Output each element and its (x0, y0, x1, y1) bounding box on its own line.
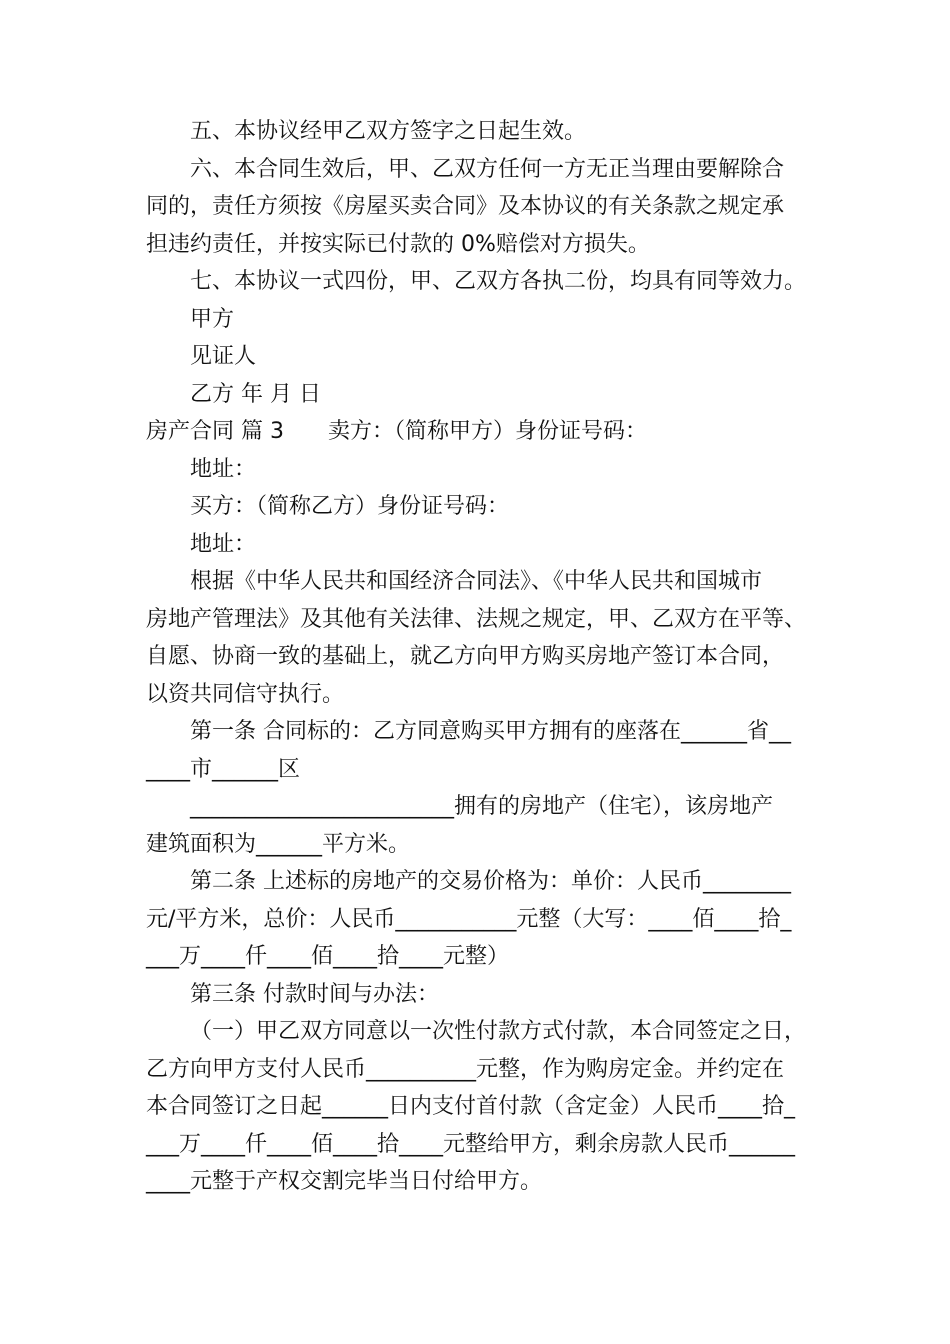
text-line: ___万____仟____佰____拾____元整给甲方，剩余房款人民币______ (146, 1131, 796, 1157)
text-line: 房产合同 篇 3 卖方：（简称甲方）身份证号码： (146, 419, 647, 444)
text-line: 甲方 (190, 306, 235, 332)
text-line: 地址： (190, 531, 257, 557)
text-line: 买方：（简称乙方）身份证号码： (190, 494, 510, 519)
text-line: 担违约责任，并按实际已付款的 0%赔偿对方损失。 (146, 231, 650, 257)
text-line: （一）甲乙双方同意以一次性付款方式付款，本合同签定之日， (190, 1019, 807, 1044)
text-line: 房地产管理法》及其他有关法律、法规之规定，甲、乙双方在平等、 (146, 606, 807, 632)
text-line: 建筑面积为______平方米。 (146, 831, 411, 857)
text-line: 第二条 上述标的房地产的交易价格为：单价：人民币________ (190, 869, 791, 894)
text-line: ____元整于产权交割完毕当日付给甲方。 (146, 1169, 543, 1194)
text-line: 同的，责任方须按《房屋买卖合同》及本协议的有关条款之规定承 (146, 194, 785, 219)
text-line: 根据《中华人民共和国经济合同法》、《中华人民共和国城市 (190, 569, 763, 594)
text-line: 五、本协议经甲乙双方签字之日起生效。 (190, 119, 587, 144)
document-page (146, 113, 818, 1201)
text-line: 乙方 年 月 日 (190, 381, 321, 407)
text-line: 本合同签订之日起______日内支付首付款（含定金）人民币____拾_ (146, 1094, 796, 1119)
text-line: 乙方向甲方支付人民币__________元整，作为购房定金。并约定在 (146, 1056, 785, 1082)
text-line: ____市______区 (146, 756, 301, 782)
text-line: 自愿、协商一致的基础上，就乙方向甲方购买房地产签订本合同， (146, 644, 785, 669)
text-line: ___万____仟____佰____拾____元整） (146, 944, 510, 969)
text-line: 第三条 付款时间与办法： (190, 981, 439, 1007)
text-line: 地址： (190, 456, 257, 482)
text-line: 第一条 合同标的：乙方同意购买甲方拥有的座落在______省__ (190, 719, 791, 744)
text-line: 元/平方米，总价：人民币___________元整（大写：____佰____拾_ (146, 906, 792, 932)
text-line: 七、本协议一式四份，甲、乙双方各执二份，均具有同等效力。 (190, 269, 807, 294)
text-line: 以资共同信守执行。 (146, 681, 345, 707)
text-line: 见证人 (190, 344, 257, 369)
text-line: ________________________拥有的房地产（住宅），该房地产 (190, 794, 774, 819)
text-line: 六、本合同生效后，甲、乙双方任何一方无正当理由要解除合 (190, 156, 785, 182)
